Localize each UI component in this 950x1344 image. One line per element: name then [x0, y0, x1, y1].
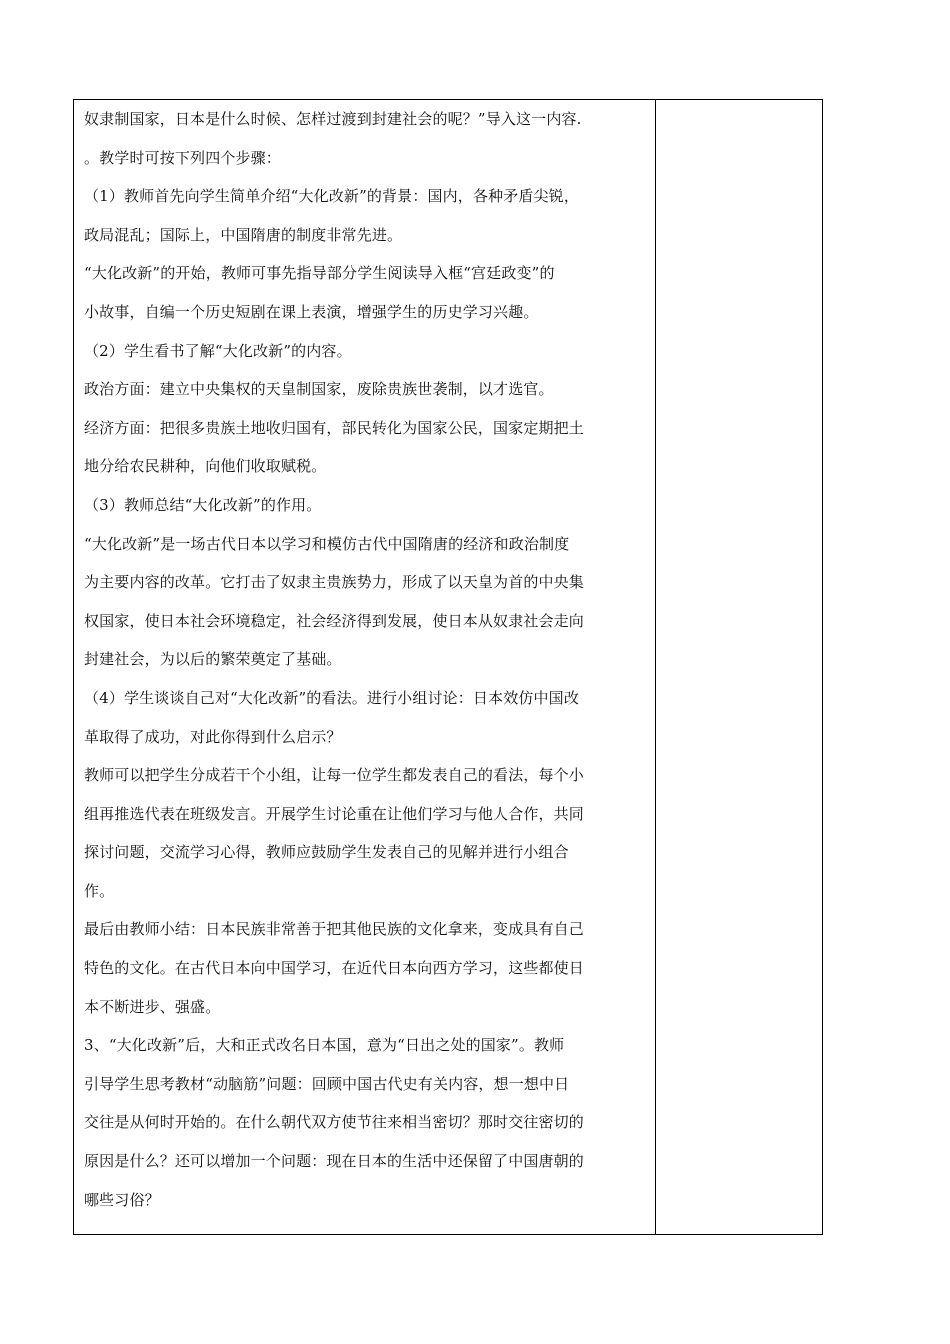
text-line: 哪些习俗？	[84, 1190, 160, 1209]
text-line: 政局混乱；国际上，中国隋唐的制度非常先进。	[84, 225, 403, 244]
text-line: 作。	[84, 881, 115, 900]
lesson-text	[84, 100, 650, 1219]
text-line: （3）教师总结“大化改新”的作用。	[84, 495, 322, 514]
text-line: 经济方面：把很多贵族土地收归国有，部民转化为国家公民，国家定期把土	[84, 418, 584, 437]
text-line: “大化改新”的开始，教师可事先指导部分学生阅读导入框“宫廷政变”的	[84, 264, 555, 283]
text-line: 最后由教师小结：日本民族非常善于把其他民族的文化拿来，变成具有自己	[84, 920, 584, 939]
text-line: 小故事，自编一个历史短剧在课上表演，增强学生的历史学习兴趣。	[84, 302, 539, 321]
text-line: 组再推选代表在班级发言。开展学生讨论重在让他们学习与他人合作，共同	[84, 804, 584, 823]
text-line: 奴隶制国家，日本是什么时候、怎样过渡到封建社会的呢？”导入这一内容.	[84, 110, 582, 128]
text-line: 为主要内容的改革。它打击了奴隶主贵族势力，形成了以天皇为首的中央集	[84, 573, 584, 592]
lesson-table	[73, 99, 823, 1235]
text-line: 3、“大化改新”后，大和正式改名日本国，意为“日出之处的国家”。教师	[84, 1036, 565, 1055]
text-line: 封建社会，为以后的繁荣奠定了基础。	[84, 650, 342, 669]
text-line: （2）学生看书了解“大化改新”的内容。	[84, 341, 352, 360]
text-line: 革取得了成功，对此你得到什么启示？	[84, 727, 342, 746]
text-line: （4）学生谈谈自己对“大化改新”的看法。进行小组讨论：日本效仿中国改	[84, 688, 579, 707]
text-line: 特色的文化。在古代日本向中国学习，在近代日本向西方学习，这些都使日	[84, 959, 584, 978]
text-line: 权国家，使日本社会环境稳定，社会经济得到发展，使日本从奴隶社会走向	[84, 611, 584, 630]
text-line: 引导学生思考教材“动脑筋”问题：回顾中国古代史有关内容，想一想中日	[84, 1074, 570, 1093]
text-line: 本不断进步、强盛。	[84, 997, 221, 1016]
text-line: 政治方面：建立中央集权的天皇制国家，废除贵族世袭制，以才选官。	[84, 380, 554, 399]
text-line: “大化改新”是一场古代日本以学习和模仿古代中国隋唐的经济和政治制度	[84, 534, 570, 553]
lesson-content-cell	[74, 100, 656, 1234]
text-line: （1）教师首先向学生简单介绍“大化改新”的背景：国内，各种矛盾尖锐，	[84, 187, 579, 206]
text-line: 。教学时可按下列四个步骤：	[84, 148, 281, 167]
text-line: 交往是从何时开始的。在什么朝代双方使节往来相当密切？那时交往密切的	[84, 1113, 584, 1132]
text-line: 探讨问题，交流学习心得，教师应鼓励学生发表自己的见解并进行小组合	[84, 843, 569, 862]
notes-cell	[656, 100, 822, 1234]
text-line: 教师可以把学生分成若干个小组，让每一位学生都发表自己的看法，每个小	[84, 766, 584, 785]
text-line: 地分给农民耕种，向他们收取赋税。	[84, 457, 327, 476]
text-line: 原因是什么？还可以增加一个问题：现在日本的生活中还保留了中国唐朝的	[84, 1152, 584, 1171]
